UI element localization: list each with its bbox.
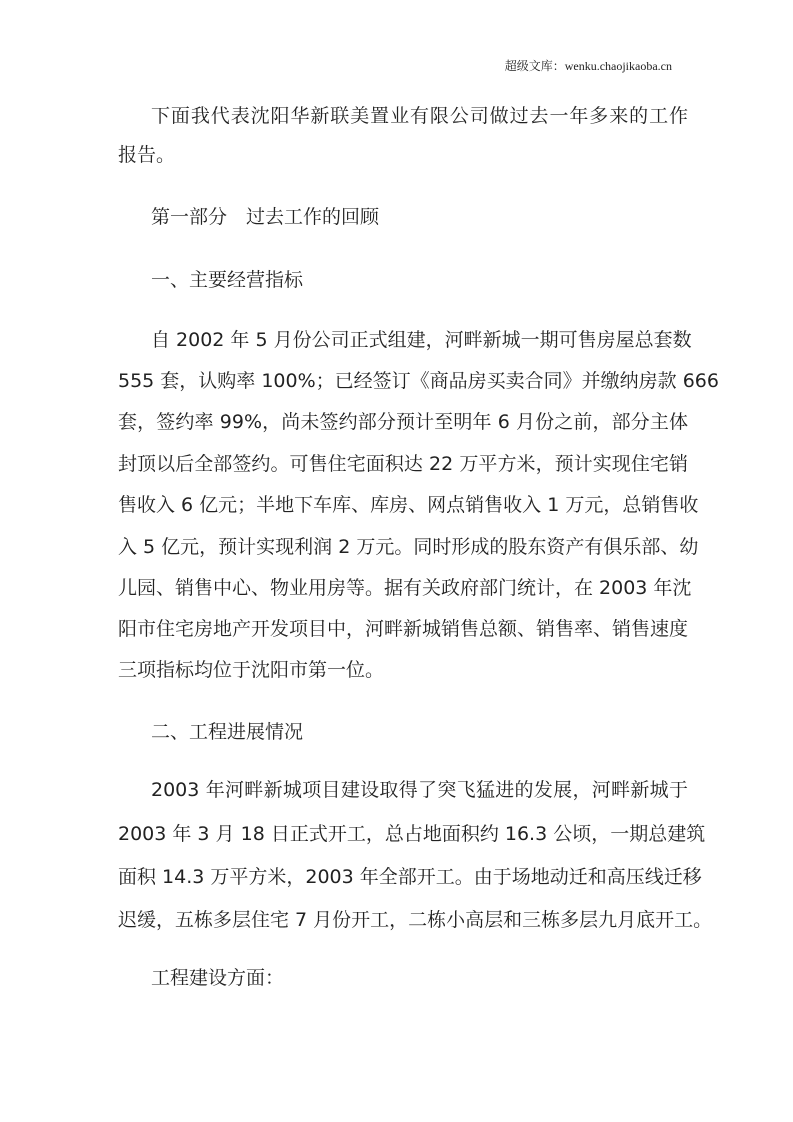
paragraph-line: 555 套，认购率 100%；已经签订《商品房买卖合同》并缴纳房款 666 [118,370,719,392]
paragraph-line: 套，签约率 99%，尚未签约部分预计至明年 6 月份之前，部分主体 [118,411,688,433]
paragraph-line: 阳市住宅房地产开发项目中，河畔新城销售总额、销售率、销售速度 [118,618,689,640]
section-heading: 二、工程进展情况 [151,721,304,743]
paragraph-line: 儿园、销售中心、物业用房等。据有关政府部门统计，在 2003 年沈 [118,577,692,599]
paragraph-line: 2003 年河畔新城项目建设取得了突飞猛进的发展，河畔新城于 [151,779,688,801]
paragraph-line: 封顶以后全部签约。可售住宅面积达 22 万平方米，预计实现住宅销 [118,453,688,475]
intro-line: 报告。 [118,144,176,166]
paragraph-line: 自 2002 年 5 月份公司正式组建，河畔新城一期可售房屋总套数 [151,329,692,351]
paragraph-line: 三项指标均位于沈阳市第一位。 [118,659,385,681]
paragraph-line: 面积 14.3 万平方米，2003 年全部开工。由于场地动迁和高压线迁移 [118,866,702,888]
subheading: 工程建设方面： [151,967,285,989]
paragraph-line: 入 5 亿元，预计实现利润 2 万元。同时形成的股东资产有俱乐部、幼 [118,536,699,558]
paragraph-line: 售收入 6 亿元；半地下车库、库房、网点销售收入 1 万元，总销售收 [118,494,699,516]
paragraph-line: 2003 年 3 月 18 日正式开工，总占地面积约 16.3 公顷，一期总建筑 [118,823,706,845]
section-heading: 一、主要经营指标 [151,269,304,291]
part-title: 第一部分 过去工作的回顾 [151,206,380,228]
intro-line: 下面我代表沈阳华新联美置业有限公司做过去一年多来的工作 [151,105,688,127]
paragraph-line: 迟缓，五栋多层住宅 7 月份开工，二栋小高层和三栋多层九月底开工。 [118,909,713,931]
page-header-source: 超级文库：wenku.chaojikaoba.cn [504,59,672,73]
